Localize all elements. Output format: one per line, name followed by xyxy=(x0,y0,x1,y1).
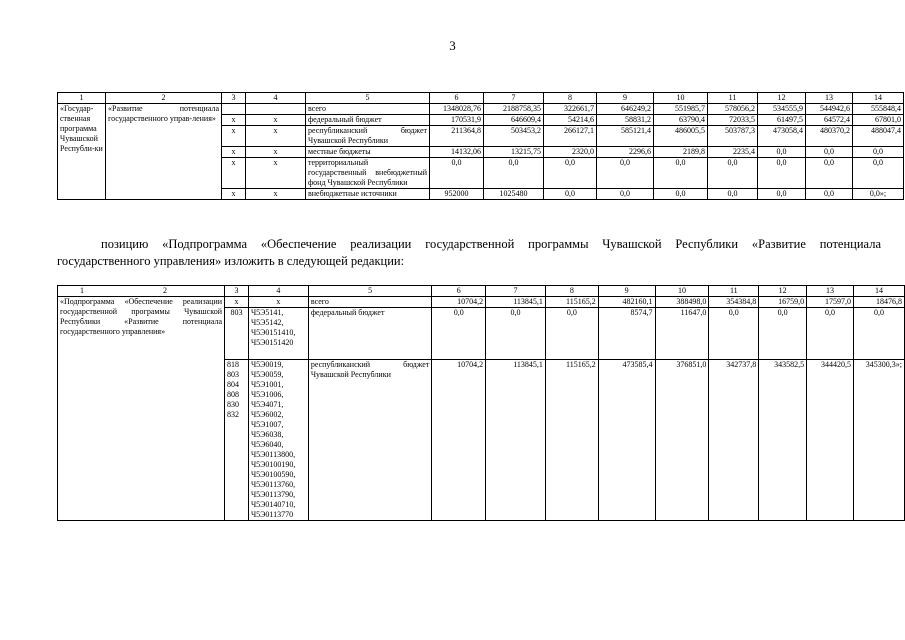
value-cell: 63790,4 xyxy=(654,115,708,126)
cell: x xyxy=(246,189,306,200)
value-cell: 2188758,35 xyxy=(484,104,544,115)
program-status-cell: «Государ-ственная программа Чувашской Республи-ки xyxy=(58,104,106,200)
value-cell: 170531,9 xyxy=(430,115,484,126)
code-line: Ч5Э0113760, xyxy=(250,480,296,489)
value-cell: 115165,2 xyxy=(545,360,598,521)
column-number: 2 xyxy=(163,286,167,295)
code-line: 832 xyxy=(227,410,239,419)
value-cell: 0,0 xyxy=(708,158,758,189)
code-line: Ч5Э4071, xyxy=(250,400,284,409)
value-cell: 0,0 xyxy=(854,308,905,360)
value-cell: 0,0 xyxy=(758,158,806,189)
value-cell: 0,0 xyxy=(597,189,654,200)
cell: x xyxy=(222,115,246,126)
value-cell: 0,0 xyxy=(807,308,854,360)
code-line: Ч5Э0113800, xyxy=(250,450,296,459)
value-cell: 486005,5 xyxy=(654,126,708,147)
value-cell: 376851,0 xyxy=(655,360,709,521)
cell: x xyxy=(225,297,249,308)
budget-table-2 xyxy=(57,285,905,521)
code-line: Ч5Э6040, xyxy=(250,440,284,449)
source-cell: территориальный государственный внебюджетный фонд Чувашской Республики xyxy=(306,158,430,189)
value-cell: 113845,1 xyxy=(486,297,546,308)
value-cell: 11647,0 xyxy=(655,308,709,360)
code-line: 818 xyxy=(227,360,239,369)
cell: x xyxy=(222,158,246,189)
code-line: Ч5Э0140710, xyxy=(250,500,296,509)
value-cell: 113845,1 xyxy=(486,360,546,521)
column-number: 1 xyxy=(58,93,106,104)
value-cell: 72033,5 xyxy=(708,115,758,126)
value-cell: 343582,5 xyxy=(759,360,807,521)
code-line: Ч5Э0100190, xyxy=(250,460,296,469)
program-name-cell: «Развитие потенциала государственного управ-ления» xyxy=(106,104,222,200)
value-cell: 0,0 xyxy=(544,189,597,200)
cell xyxy=(222,104,246,115)
value-cell: 344420,5 xyxy=(807,360,854,521)
source-cell: федеральный бюджет xyxy=(306,115,430,126)
column-number: 1 xyxy=(80,286,84,295)
column-number: 4 xyxy=(246,93,306,104)
value-cell: 10704,2 xyxy=(432,360,486,521)
value-cell: 473058,4 xyxy=(758,126,806,147)
code-line: 804 xyxy=(227,380,239,389)
ministry-codes xyxy=(225,360,249,521)
value-cell: 0,0 xyxy=(430,158,484,189)
source-cell: федеральный бюджет xyxy=(308,308,431,360)
value-cell: 0,0 xyxy=(853,147,904,158)
cell: x xyxy=(248,297,308,308)
value-cell: 480370,2 xyxy=(806,126,853,147)
table-row xyxy=(58,104,904,115)
code-line: Ч5Э5141, xyxy=(250,308,284,317)
cell: x xyxy=(246,147,306,158)
value-cell: 2189,8 xyxy=(654,147,708,158)
code-line: Ч5Э1006, xyxy=(250,390,284,399)
value-cell: 58831,2 xyxy=(597,115,654,126)
source-cell: республиканский бюджет Чувашской Республики xyxy=(308,360,431,521)
code-line: Ч5Э6002, xyxy=(250,410,284,419)
column-number: 13 xyxy=(806,93,853,104)
cell: x xyxy=(222,147,246,158)
value-cell: 0,0 xyxy=(432,308,486,360)
target-article-codes xyxy=(248,308,308,360)
column-number: 5 xyxy=(308,286,431,297)
code-line: Ч5Э0151420 xyxy=(250,338,294,347)
source-cell: республиканский бюджет Чувашской Республики xyxy=(306,126,430,147)
code-line: Ч5Э0151410, xyxy=(250,328,296,337)
value-cell: 388498,0 xyxy=(655,297,709,308)
code-line: Ч5Э1001, xyxy=(250,380,284,389)
value-cell: 13215,75 xyxy=(484,147,544,158)
value-cell: 488047,4 xyxy=(853,126,904,147)
value-cell: 1025480 xyxy=(484,189,544,200)
value-cell: 266127,1 xyxy=(544,126,597,147)
column-number: 14 xyxy=(853,93,904,104)
value-cell: 342737,8 xyxy=(709,360,759,521)
cell: x xyxy=(222,126,246,147)
value-cell: 54214,6 xyxy=(544,115,597,126)
value-cell: 115165,2 xyxy=(545,297,598,308)
value-cell: 0,0 xyxy=(654,158,708,189)
value-cell: 544942,6 xyxy=(806,104,853,115)
merged-header-cell xyxy=(58,286,225,297)
table-header-row xyxy=(58,93,904,104)
column-number: 13 xyxy=(807,286,854,297)
column-number: 8 xyxy=(545,286,598,297)
column-number: 9 xyxy=(597,93,654,104)
column-number: 14 xyxy=(854,286,905,297)
subprogram-name-cell: «Подпрограмма «Обеспечение реализации государственной программы Чувашской Республики «Развитие потенциала государственного управления» xyxy=(58,297,225,521)
value-cell: 646609,4 xyxy=(484,115,544,126)
value-cell: 18476,8 xyxy=(854,297,905,308)
value-cell: 585121,4 xyxy=(597,126,654,147)
value-cell: 14132,06 xyxy=(430,147,484,158)
value-cell: 0,0 xyxy=(759,308,807,360)
page-number: 3 xyxy=(449,38,456,53)
value-cell: 2320,0 xyxy=(544,147,597,158)
value-cell: 354384,8 xyxy=(709,297,759,308)
value-cell: 64572,4 xyxy=(806,115,853,126)
table-row xyxy=(58,297,905,308)
value-cell: 0,0 xyxy=(484,158,544,189)
value-cell: 503787,3 xyxy=(708,126,758,147)
value-cell: 0,0 xyxy=(758,147,806,158)
code-line: Ч5Э0113770 xyxy=(250,510,294,519)
value-cell: 534555,9 xyxy=(758,104,806,115)
source-cell: внебюджетные источники xyxy=(306,189,430,200)
value-cell: 67801,0 xyxy=(853,115,904,126)
code-line: 830 xyxy=(227,400,239,409)
column-number: 11 xyxy=(708,93,758,104)
value-cell: 482160,1 xyxy=(598,297,655,308)
column-number: 3 xyxy=(225,286,249,297)
column-number: 2 xyxy=(106,93,222,104)
value-cell: 503453,2 xyxy=(484,126,544,147)
column-number: 7 xyxy=(484,93,544,104)
value-cell: 0,0 xyxy=(758,189,806,200)
code-line: 803 xyxy=(227,370,239,379)
value-cell: 0,0 xyxy=(806,158,853,189)
cell: x xyxy=(246,115,306,126)
column-number: 12 xyxy=(759,286,807,297)
value-cell: 10704,2 xyxy=(432,297,486,308)
value-cell: 16759,0 xyxy=(759,297,807,308)
cell: x xyxy=(222,189,246,200)
value-cell: 8574,7 xyxy=(598,308,655,360)
amendment-paragraph: позицию «Подпрограмма «Обеспечение реализации государственной программы Чувашской Республики «Развитие потенциала государственного управления» изложить в следующей редакции: xyxy=(57,237,881,268)
value-cell: 345300,3»; xyxy=(854,360,905,521)
code-line: Ч5Э6038, xyxy=(250,430,284,439)
value-cell: 0,0 xyxy=(545,308,598,360)
value-cell: 0,0 xyxy=(806,189,853,200)
column-number: 10 xyxy=(654,93,708,104)
value-cell: 0,0 xyxy=(853,158,904,189)
code-line: Ч5Э0100590, xyxy=(250,470,296,479)
column-number: 12 xyxy=(758,93,806,104)
code-line: Ч5Э0113790, xyxy=(250,490,296,499)
budget-table-1 xyxy=(57,92,904,200)
source-cell: местные бюджеты xyxy=(306,147,430,158)
value-cell: 61497,5 xyxy=(758,115,806,126)
column-number: 6 xyxy=(430,93,484,104)
value-cell: 0,0 xyxy=(654,189,708,200)
column-number: 3 xyxy=(222,93,246,104)
value-cell: 2296,6 xyxy=(597,147,654,158)
value-cell: 322661,7 xyxy=(544,104,597,115)
code-line: 808 xyxy=(227,390,239,399)
cell: 803 xyxy=(225,308,249,360)
column-number: 4 xyxy=(248,286,308,297)
column-number: 10 xyxy=(655,286,709,297)
value-cell: 646249,2 xyxy=(597,104,654,115)
value-cell: 578056,2 xyxy=(708,104,758,115)
value-cell: 0,0»; xyxy=(853,189,904,200)
column-number: 5 xyxy=(306,93,430,104)
value-cell: 473585,4 xyxy=(598,360,655,521)
cell xyxy=(246,104,306,115)
value-cell: 0,0 xyxy=(708,189,758,200)
value-cell: 551985,7 xyxy=(654,104,708,115)
value-cell: 2235,4 xyxy=(708,147,758,158)
value-cell: 0,0 xyxy=(806,147,853,158)
value-cell: 211364,8 xyxy=(430,126,484,147)
code-line: Ч5Э1007, xyxy=(250,420,284,429)
value-cell: 555848,4 xyxy=(853,104,904,115)
cell: x xyxy=(246,126,306,147)
value-cell: 0,0 xyxy=(709,308,759,360)
source-cell: всего xyxy=(308,297,431,308)
value-cell: 1348028,76 xyxy=(430,104,484,115)
cell: x xyxy=(246,158,306,189)
column-number: 11 xyxy=(709,286,759,297)
value-cell: 0,0 xyxy=(544,158,597,189)
code-line: Ч5Э0059, xyxy=(250,370,284,379)
table-header-row xyxy=(58,286,905,297)
source-cell: всего xyxy=(306,104,430,115)
code-line: Ч5Э5142, xyxy=(250,318,284,327)
value-cell: 17597,0 xyxy=(807,297,854,308)
value-cell: 952000 xyxy=(430,189,484,200)
value-cell: 0,0 xyxy=(597,158,654,189)
column-number: 9 xyxy=(598,286,655,297)
column-number: 8 xyxy=(544,93,597,104)
column-number: 7 xyxy=(486,286,546,297)
code-line: Ч5Э0019, xyxy=(250,360,284,369)
column-number: 6 xyxy=(432,286,486,297)
target-article-codes xyxy=(248,360,308,521)
value-cell: 0,0 xyxy=(486,308,546,360)
